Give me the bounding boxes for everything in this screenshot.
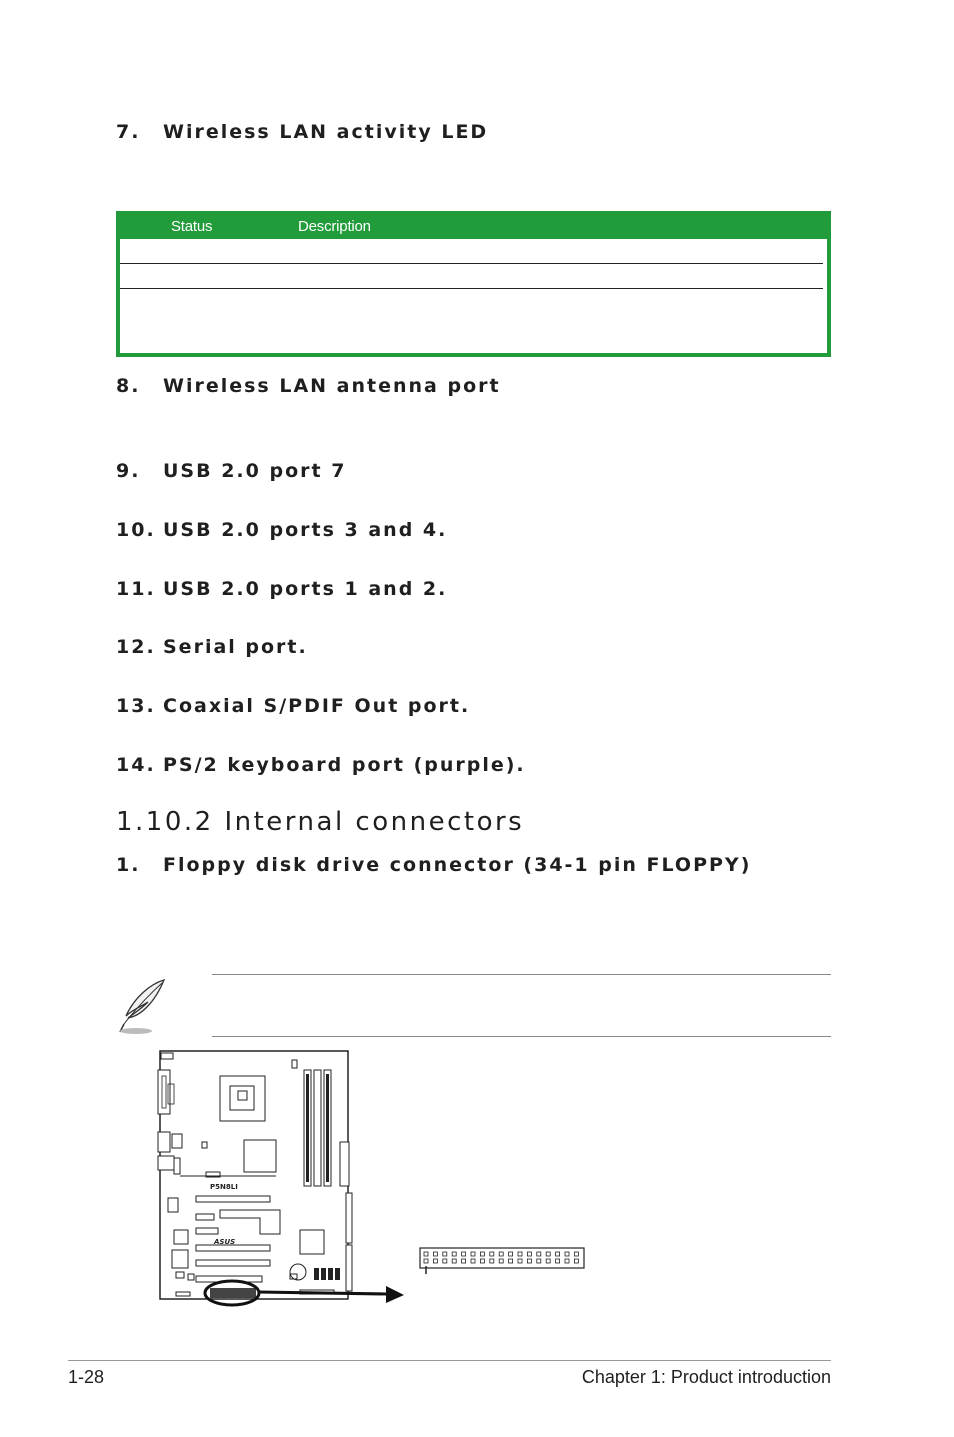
connector-pin — [574, 1259, 578, 1263]
item-number: 9. — [116, 460, 141, 482]
connector-pin — [509, 1252, 513, 1256]
item-14-heading — [116, 754, 526, 776]
connector-pin — [452, 1259, 456, 1263]
connector-pin — [424, 1259, 428, 1263]
item-7-heading — [116, 121, 488, 143]
connector-pin — [490, 1259, 494, 1263]
note-bottom-rule — [212, 1036, 831, 1037]
brand-logo-label: ASUS — [214, 1238, 236, 1246]
connector-pin — [527, 1252, 531, 1256]
connector-pin — [546, 1252, 550, 1256]
connector-pin — [527, 1259, 531, 1263]
item-number: 8. — [116, 375, 141, 397]
connector-pin — [452, 1252, 456, 1256]
connector-pin — [480, 1259, 484, 1263]
status-column-header: Status — [171, 218, 213, 235]
section-title: 1.10.2 Internal connectors — [116, 807, 525, 837]
item-number: 7. — [116, 121, 141, 143]
item-9-heading — [116, 460, 346, 482]
item-number: 13. — [116, 695, 156, 717]
connector-pin — [433, 1259, 437, 1263]
connector-pin — [433, 1252, 437, 1256]
description-column-header: Description — [298, 218, 371, 235]
board-model-label: P5N8LI — [210, 1183, 238, 1191]
page-number: 1-28 — [68, 1367, 105, 1387]
connector-pin — [537, 1252, 541, 1256]
item-13-heading — [116, 695, 470, 717]
connector-pin — [565, 1259, 569, 1263]
item-title: USB 2.0 ports 1 and 2. — [163, 578, 448, 600]
connector-pin — [518, 1259, 522, 1263]
item-number: 12. — [116, 636, 156, 658]
item-title: Wireless LAN activity LED — [163, 121, 489, 143]
connector-pin — [556, 1259, 560, 1263]
connector-pin — [471, 1252, 475, 1256]
item-title: USB 2.0 port 7 — [163, 460, 347, 482]
connector-pin — [471, 1259, 475, 1263]
item-number: 14. — [116, 754, 156, 776]
connector-pin — [443, 1252, 447, 1256]
connector-pin — [537, 1259, 541, 1263]
connector-pin — [574, 1252, 578, 1256]
table-header — [120, 215, 827, 239]
connector-pin — [499, 1252, 503, 1256]
connector-pin — [499, 1259, 503, 1263]
connector-pin — [565, 1252, 569, 1256]
led-status-table — [116, 211, 831, 357]
item-10-heading — [116, 519, 447, 541]
item-title: Serial port. — [163, 636, 308, 658]
connector-pin — [556, 1252, 560, 1256]
item-number: 10. — [116, 519, 156, 541]
connector-pin — [480, 1252, 484, 1256]
item-title: Wireless LAN antenna port — [163, 375, 501, 397]
connector-pin — [462, 1252, 466, 1256]
item-title: PS/2 keyboard port (purple). — [163, 754, 526, 776]
quill-note-icon — [112, 976, 174, 1038]
note-top-rule — [212, 974, 831, 975]
floppy-connector-pin-diagram — [418, 1246, 588, 1276]
internal-item-1-heading — [116, 854, 751, 876]
connector-pin — [462, 1259, 466, 1263]
connector-pin — [490, 1252, 494, 1256]
table-row-divider — [120, 288, 823, 289]
connector-pin — [518, 1252, 522, 1256]
item-number: 11. — [116, 578, 156, 600]
connector-pin — [443, 1259, 447, 1263]
connector-pin — [509, 1259, 513, 1263]
item-title: USB 2.0 ports 3 and 4. — [163, 519, 448, 541]
table-row-divider — [120, 263, 823, 264]
connector-pin — [424, 1252, 428, 1256]
motherboard-layout-diagram — [150, 1048, 450, 1308]
item-title: Floppy disk drive connector (34-1 pin FLOPPY) — [163, 854, 752, 876]
chapter-title: Chapter 1: Product introduction — [581, 1367, 831, 1387]
item-12-heading — [116, 636, 308, 658]
connector-pin — [546, 1259, 550, 1263]
item-11-heading — [116, 578, 447, 600]
footer-rule — [68, 1360, 831, 1361]
item-title: Coaxial S/PDIF Out port. — [163, 695, 471, 717]
item-8-heading — [116, 375, 501, 397]
item-number: 1. — [116, 854, 141, 876]
